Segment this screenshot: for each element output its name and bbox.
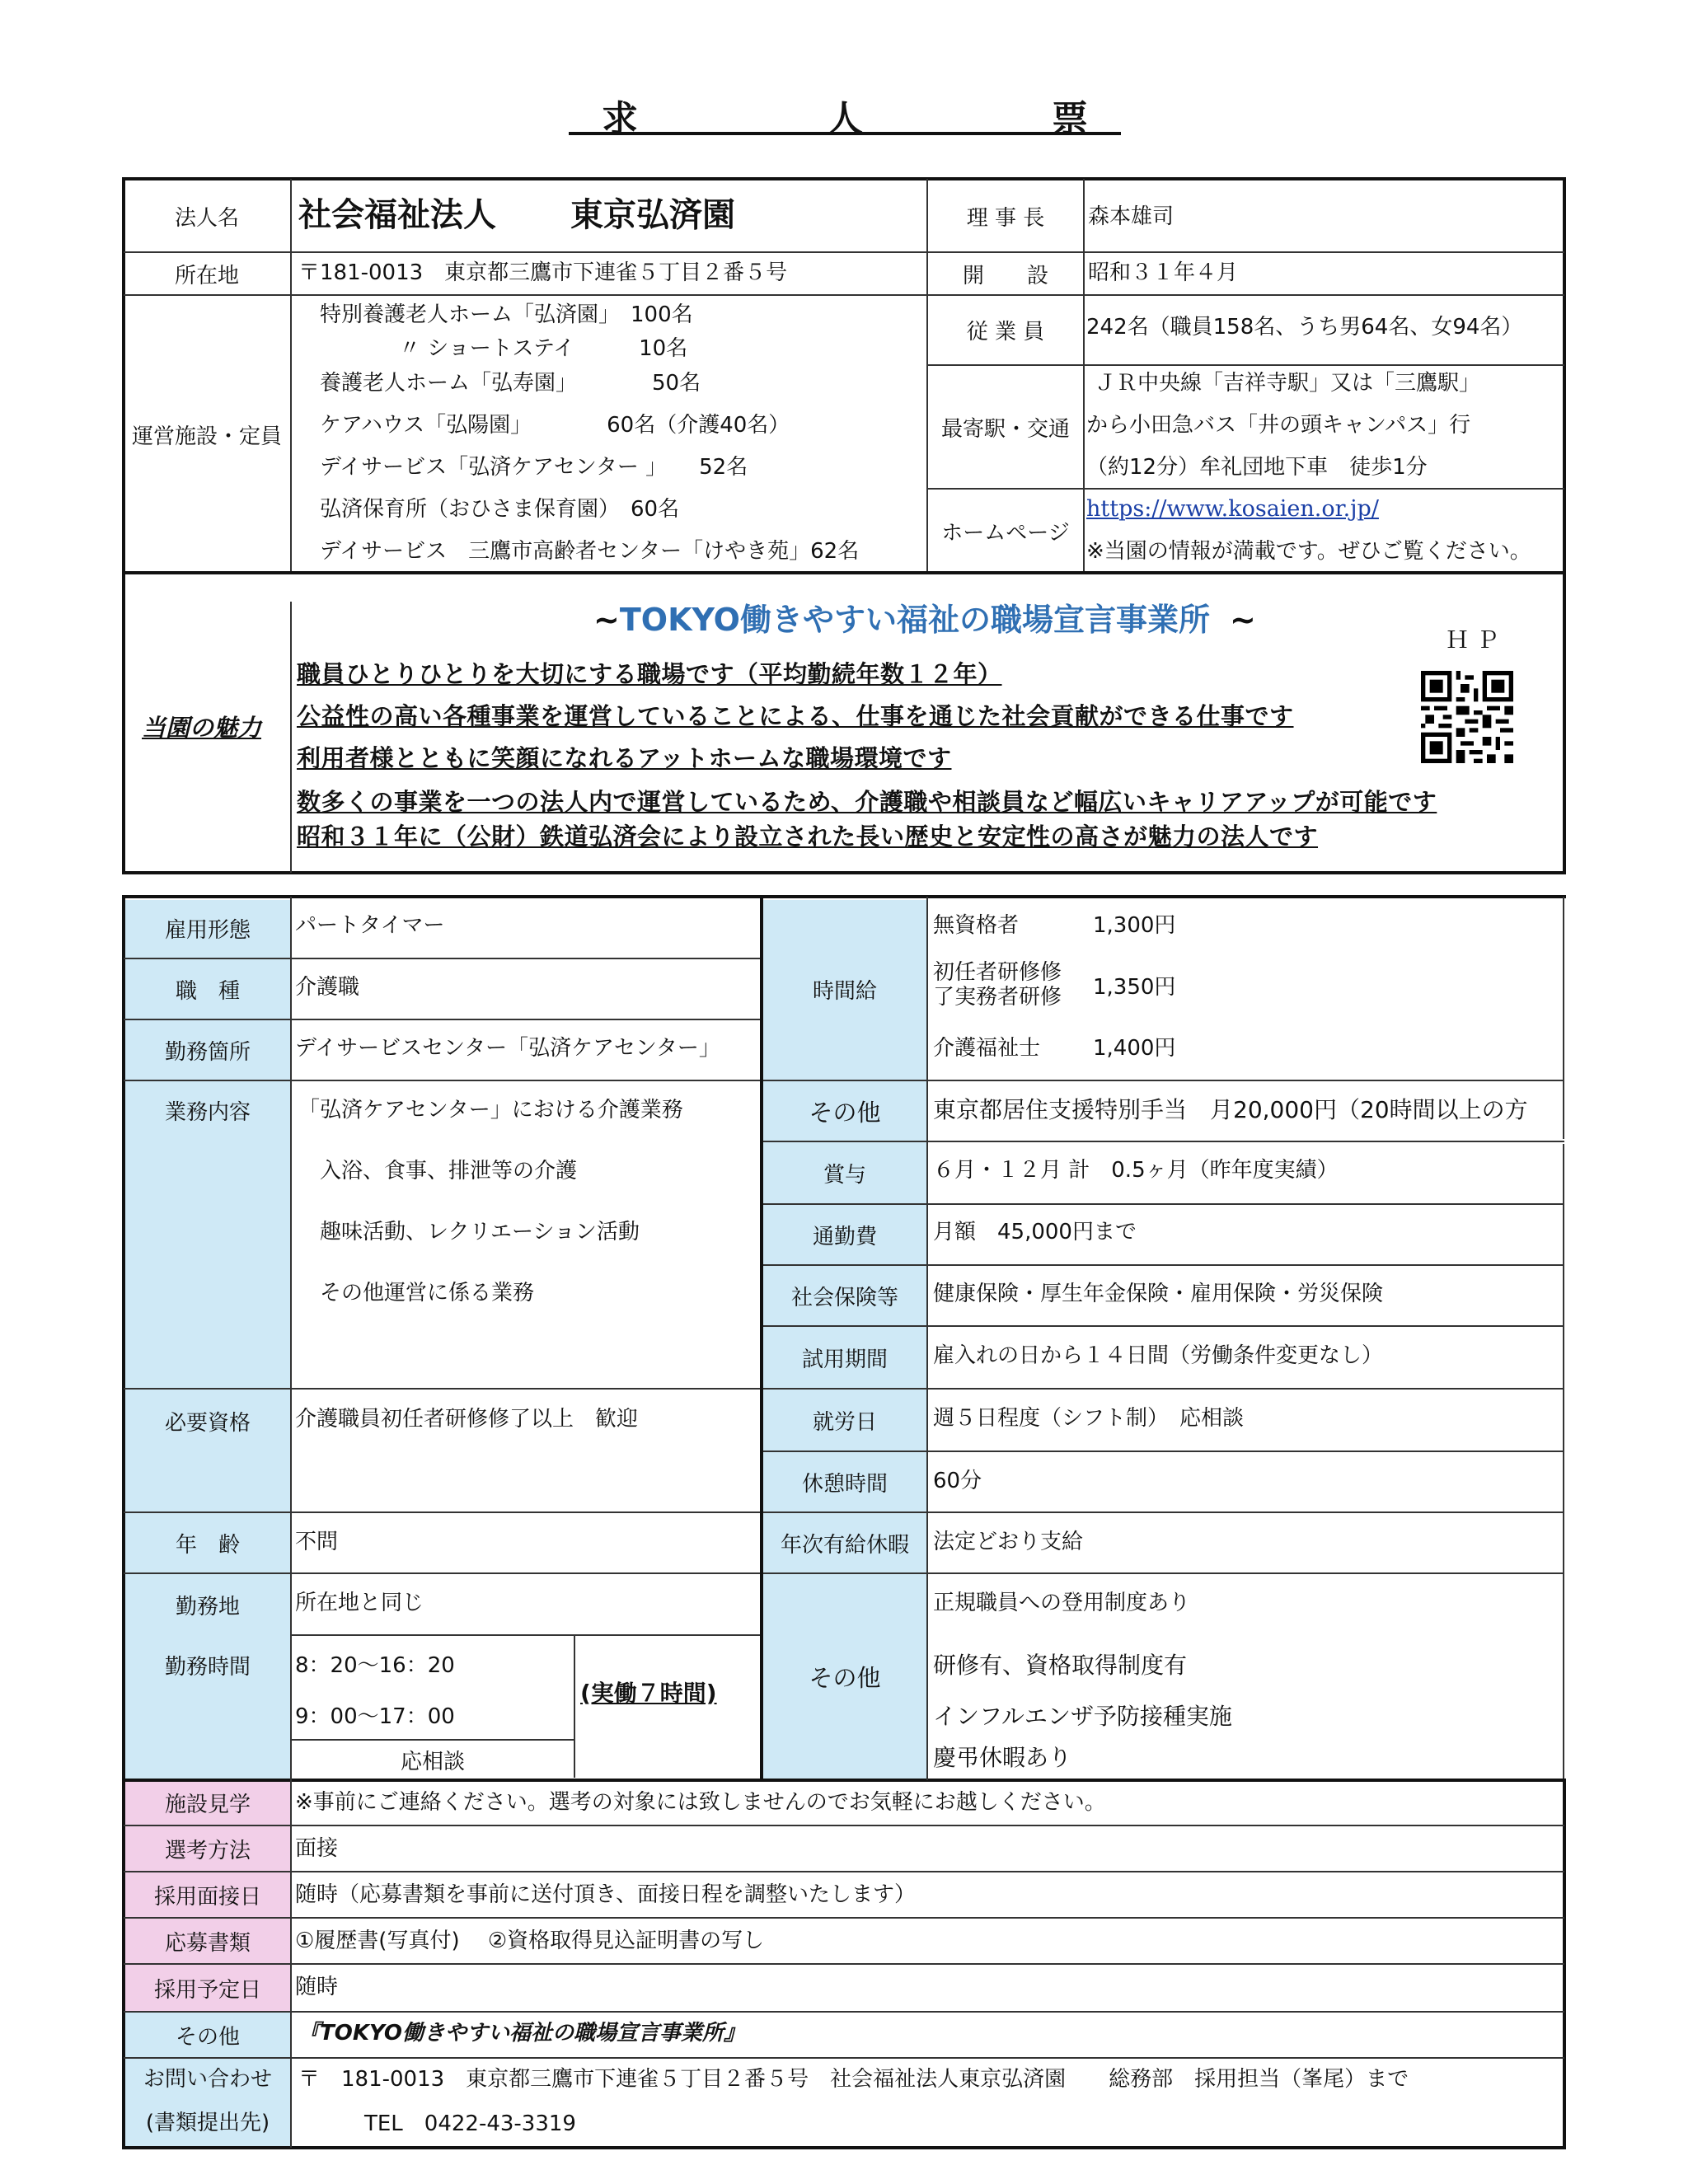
facilities-label: 運営施設・定員	[131, 424, 282, 449]
wage-label: 時間給	[812, 978, 877, 1004]
start-date: 随時	[295, 1975, 339, 1999]
access-line: ＪＲ中央線「吉祥寺駅」又は「三鷹駅」	[1095, 371, 1481, 396]
start-date-label: 採用予定日	[153, 1977, 261, 2003]
staff: 242名（職員158名、うち男64名、女94名）	[1086, 315, 1523, 340]
founded-label: 開 設	[962, 263, 1048, 288]
wage-amount: 1,350円	[1093, 975, 1176, 1000]
location: 所在地と同じ	[295, 1591, 424, 1615]
qr-code-icon	[1421, 668, 1513, 766]
insurance-label: 社会保険等	[790, 1285, 898, 1310]
staff-label: 従 業 員	[966, 320, 1045, 344]
address: 〒181-0013 東京都三鷹市下連雀５丁目２番５号	[298, 260, 788, 285]
employment: パートタイマー	[295, 913, 445, 938]
break-label: 休憩時間	[801, 1471, 888, 1497]
charm-label: 当園の魅力	[142, 714, 262, 742]
title-char-3: 票	[1052, 98, 1088, 140]
tilde-right: ~	[1229, 602, 1256, 638]
charm-point: 昭和３１年に（公財）鉄道弘済会により設立された長い歴史と安定性の高さが魅力の法人です	[297, 823, 1319, 851]
charm-point: 公益性の高い各種事業を運営していることによる、仕事を通じた社会貢献ができる仕事です	[297, 702, 1294, 730]
benefit-item: 慶弔休暇あり	[933, 1744, 1072, 1771]
chairman-label: 理 事 長	[966, 205, 1045, 231]
allowance-label: その他	[809, 1098, 881, 1127]
address-label: 所在地	[174, 263, 239, 288]
facility-item: 養護老人ホーム「弘寿園」 50名	[320, 371, 701, 396]
hours-note: 応相談	[400, 1749, 465, 1774]
hours-actual: (実働７時間)	[580, 1680, 717, 1707]
trial: 雇入れの日から１４日間（労働条件変更なし）	[933, 1343, 1384, 1368]
title-char-2: 人	[827, 98, 863, 140]
interview-label: 採用面接日	[153, 1884, 261, 1910]
misc: 『TOKYO働きやすい福祉の職場宣言事業所』	[298, 2021, 745, 2046]
facility-item: デイサービス「弘済ケアセンター 」 52名	[320, 455, 748, 480]
commute-label: 通勤費	[812, 1224, 877, 1249]
contact-phone: TEL 0422-43-3319	[364, 2111, 576, 2136]
charm-headline	[593, 602, 1256, 640]
documents: ①履歴書(写真付) ②資格取得見込証明書の写し	[295, 1929, 765, 1953]
hp-label: Ｈ Ｐ	[1446, 626, 1499, 654]
benefits-label: その他	[809, 1663, 881, 1692]
jobtype: 介護職	[295, 975, 360, 1000]
workplace-label: 勤務箇所	[164, 1039, 251, 1065]
wage-name: 無資格者	[933, 913, 1020, 938]
age-label: 年 齢	[175, 1532, 240, 1558]
wage-name: 初任者研修修 了実務者研修	[933, 960, 1062, 1010]
break: 60分	[933, 1469, 982, 1493]
selection: 面接	[295, 1836, 339, 1861]
tilde-left: ~	[593, 602, 620, 638]
insurance: 健康保険・厚生年金保険・雇用保険・労災保険	[933, 1282, 1384, 1306]
trial-label: 試用期間	[801, 1347, 888, 1372]
hours-label: 勤務時間	[164, 1654, 251, 1680]
visit-label: 施設見学	[164, 1792, 251, 1817]
age: 不問	[295, 1530, 339, 1554]
visit: ※事前にご連絡ください。選考の対象には致しませんのでお気軽にお越しください。	[295, 1790, 1106, 1815]
charm-point: 数多くの事業を一つの法人内で運営しているため、介護職や相談員など幅広いキャリアアップが可能です	[297, 788, 1437, 816]
homepage-note: ※当園の情報が満載です。ぜひご覧ください。	[1086, 539, 1531, 564]
contact-label	[125, 2067, 290, 2136]
wage-name: 介護福祉士	[933, 1036, 1041, 1061]
commute: 月額 45,000円まで	[933, 1220, 1137, 1244]
chairman-name: 森本雄司	[1088, 204, 1175, 229]
charm-point: 利用者様とともに笑顔になれるアットホームな職場環境です	[297, 744, 952, 772]
wage-amount: 1,400円	[1093, 1036, 1176, 1061]
facility-item: 特別養護老人ホーム「弘済園」 100名	[320, 302, 693, 327]
leave-label: 年次有給休暇	[780, 1532, 909, 1558]
duty-item: 入浴、食事、排泄等の介護	[320, 1159, 578, 1183]
hours-shift-1: 8：20〜16：20	[295, 1653, 455, 1678]
hours-shift-2: 9：00〜17：00	[295, 1704, 455, 1729]
leave: 法定どおり支給	[933, 1530, 1084, 1554]
allowance: 東京都居住支援特別手当 月20,000円（20時間以上の方	[933, 1096, 1528, 1123]
misc-label: その他	[175, 2024, 240, 2050]
workdays: 週５日程度（シフト制） 応相談	[933, 1406, 1245, 1431]
benefit-item: 研修有、資格取得制度有	[933, 1652, 1188, 1679]
duty-item: 趣味活動、レクリエーション活動	[320, 1220, 640, 1244]
facility-item: 弘済保育所（おひさま保育園） 60名	[320, 497, 680, 522]
corp-type: 社会福祉法人	[298, 196, 496, 234]
qualification-label: 必要資格	[164, 1410, 251, 1436]
charm-point: 職員ひとりひとりを大切にする職場です（平均勤続年数１２年）	[297, 660, 1002, 688]
founded: 昭和３１年４月	[1088, 260, 1239, 285]
benefit-item: 正規職員への登用制度あり	[933, 1591, 1191, 1615]
contact-address: 〒 181-0013 東京都三鷹市下連雀５丁目２番５号 社会福祉法人東京弘済園 総務部 採用担当（峯尾）まで	[298, 2067, 1409, 2092]
employment-label: 雇用形態	[164, 917, 251, 943]
access-line: （約12分）牟礼団地下車 徒歩1分	[1086, 455, 1428, 480]
corp-name-label: 法人名	[174, 205, 239, 231]
corp-name	[298, 195, 735, 235]
jobtype-label: 職 種	[175, 978, 240, 1004]
benefit-item: インフルエンザ予防接種実施	[933, 1703, 1232, 1730]
access-label: 最寄駅・交通	[940, 416, 1070, 442]
bonus: ６月・１２月 計 0.5ヶ月（昨年度実績）	[933, 1158, 1339, 1183]
interview: 随時（応募書類を事前に送付頂き、面接日程を調整いたします）	[295, 1882, 916, 1907]
qualification: 介護職員初任者研修修了以上 歓迎	[295, 1407, 639, 1432]
corp-title: 東京弘済園	[570, 196, 735, 234]
charm-headline-text: TOKYO働きやすい福祉の職場宣言事業所	[619, 602, 1210, 638]
access-line: から小田急バス「井の頭キャンパス」行	[1086, 413, 1471, 438]
duty-item: その他運営に係る業務	[320, 1281, 535, 1305]
facility-item: デイサービス 三鷹市高齢者センター「けやき苑」62名	[320, 539, 860, 564]
duty-item: 「弘済ケアセンター」における介護業務	[298, 1098, 683, 1122]
homepage-label: ホームページ	[941, 521, 1070, 546]
selection-label: 選考方法	[164, 1838, 251, 1863]
wage-amount: 1,300円	[1093, 913, 1176, 938]
duties-label: 業務内容	[164, 1099, 251, 1125]
workdays-label: 就労日	[812, 1409, 877, 1435]
contact-label-line-1: お問い合わせ	[143, 2067, 272, 2092]
documents-label: 応募書類	[164, 1930, 251, 1956]
location-label: 勤務地	[175, 1594, 240, 1619]
facility-item: 〃 ショートステイ 10名	[399, 336, 688, 361]
workplace: デイサービスセンター「弘済ケアセンター」	[295, 1036, 720, 1061]
bonus-label: 賞与	[823, 1162, 866, 1188]
title-char-1: 求	[602, 98, 638, 140]
facility-item: ケアハウス「弘陽園」 60名（介護40名）	[320, 413, 790, 438]
contact-label-line-2: (書類提出先)	[145, 2111, 270, 2136]
homepage-link[interactable]: https://www.kosaien.or.jp/	[1086, 496, 1379, 522]
document-title	[569, 89, 1121, 140]
